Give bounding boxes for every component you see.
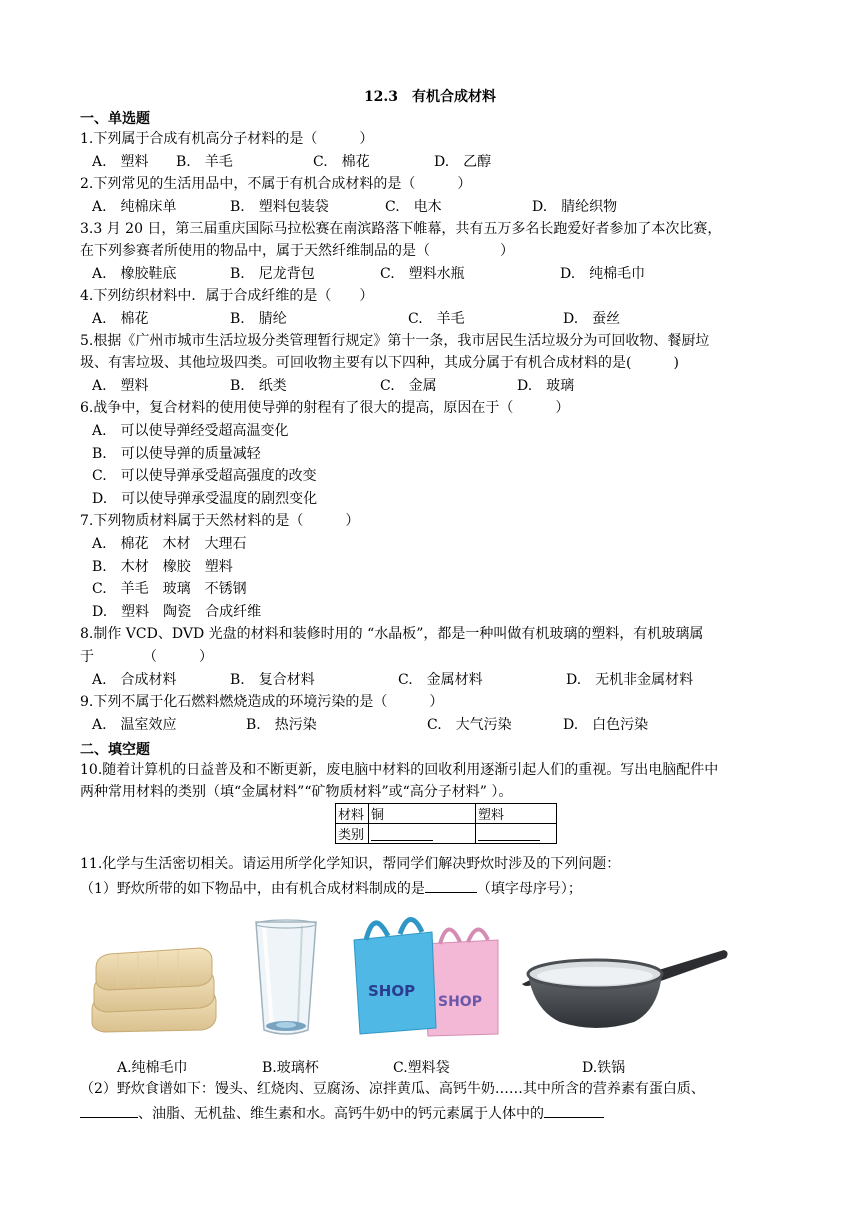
question-5-option-d[interactable]: D. 玻璃 xyxy=(517,378,575,394)
table-header-material: 材料 xyxy=(336,804,369,824)
question-4-option-b[interactable]: B. 腈纶 xyxy=(230,311,287,327)
towel-image xyxy=(88,940,220,1034)
question-4-option-c[interactable]: C. 羊毛 xyxy=(408,311,465,327)
question-1-option-b[interactable]: B. 羊毛 xyxy=(176,154,233,170)
copper-category-blank[interactable] xyxy=(369,824,476,844)
question-2-option-a[interactable]: A. 纯棉床单 xyxy=(92,199,177,215)
question-1-option-d[interactable]: D. 乙醇 xyxy=(434,154,492,170)
question-8-option-d[interactable]: D. 无机非金属材料 xyxy=(566,672,694,688)
answer-blank[interactable] xyxy=(425,878,477,893)
table-header-category: 类别 xyxy=(336,824,369,844)
caption-c-bag: C.塑料袋 xyxy=(393,1060,450,1076)
question-1-option-a[interactable]: A. 塑料 xyxy=(92,154,149,170)
caption-b-glass: B.玻璃杯 xyxy=(262,1060,319,1076)
question-9-option-a[interactable]: A. 温室效应 xyxy=(92,717,177,733)
question-6-option-c[interactable]: C. 可以使导弹承受超高强度的改变 xyxy=(92,468,317,484)
iron-wok-image xyxy=(518,940,730,1032)
section-heading-fill-in: 二、填空题 xyxy=(80,742,150,758)
question-6-option-d[interactable]: D. 可以使导弹承受温度的剧烈变化 xyxy=(92,491,318,507)
question-7-option-b[interactable]: B. 木材 橡胶 塑料 xyxy=(92,559,233,575)
question-7-option-a[interactable]: A. 棉花 木材 大理石 xyxy=(92,536,247,552)
table-cell-plastic: 塑料 xyxy=(476,804,557,824)
question-4-option-d[interactable]: D. 蚕丝 xyxy=(563,311,621,327)
part-1-text: （1）野炊所带的如下物品中，由有机合成材料制成的是 xyxy=(80,881,425,897)
caption-d-wok: D.铁锅 xyxy=(582,1060,626,1076)
glass-cup-image xyxy=(250,918,322,1040)
question-10-stem-line2: 两种常用材料的类别（填“金属材料”“矿物质材料”或“高分子材料” ）。 xyxy=(80,784,513,800)
question-9-option-c[interactable]: C. 大气污染 xyxy=(427,717,512,733)
question-9-stem: 9.下列不属于化石燃料燃烧造成的环境污染的是（ ） xyxy=(80,694,444,710)
part-1-tail: （填字母序号）； xyxy=(476,881,582,897)
question-5-stem-line1: 5.根据《广州市城市生活垃圾分类管理暂行规定》第十一条，我市居民生活垃圾分为可回收物、餐厨垃 xyxy=(80,333,710,349)
question-7-stem: 7.下列物质材料属于天然材料的是（ ） xyxy=(80,513,360,529)
table-row xyxy=(336,804,557,824)
question-11-part-2-line1: （2）野炊食谱如下：馒头、红烧肉、豆腐汤、凉拌黄瓜、高钙牛奶……其中所含的营养素有蛋白质、 xyxy=(80,1081,705,1097)
part-2-text: 、油脂、无机盐、维生素和水。高钙牛奶中的钙元素属于人体中的 xyxy=(138,1106,544,1122)
plastic-bag-image xyxy=(352,910,502,1038)
caption-a-towel: A.纯棉毛巾 xyxy=(117,1060,188,1076)
question-1-stem: 1.下列属于合成有机高分子材料的是（ ） xyxy=(80,131,374,147)
question-9-option-b[interactable]: B. 热污染 xyxy=(246,717,317,733)
question-6-stem: 6.战争中，复合材料的使用使导弹的射程有了很大的提高，原因在于（ ） xyxy=(80,400,570,416)
question-6-option-a[interactable]: A. 可以使导弹经受超高温变化 xyxy=(92,423,289,439)
question-7-option-c[interactable]: C. 羊毛 玻璃 不锈钢 xyxy=(92,581,247,597)
question-8-option-b[interactable]: B. 复合材料 xyxy=(230,672,315,688)
question-3-option-d[interactable]: D. 纯棉毛巾 xyxy=(560,266,646,282)
question-6-option-b[interactable]: B. 可以使导弹的质量减轻 xyxy=(92,446,261,462)
plastic-category-blank[interactable] xyxy=(476,824,557,844)
question-5-stem-line2: 圾、有害垃圾、其他垃圾四类。可回收物主要有以下四种，其成分属于有机合成材料的是( ) xyxy=(80,355,679,371)
answer-blank[interactable] xyxy=(544,1103,604,1118)
question-2-option-c[interactable]: C. 电木 xyxy=(385,199,442,215)
answer-blank[interactable] xyxy=(478,828,540,841)
answer-blank[interactable] xyxy=(80,1103,138,1118)
blue-bag-print: SHOP xyxy=(368,982,416,1000)
materials-table xyxy=(335,803,557,844)
question-3-stem-line1: 3.3 月 20 日，第三届重庆国际马拉松赛在南滨路落下帷幕，共有五万多名长跑爱好者参加了本次比赛， xyxy=(80,221,722,237)
question-2-option-b[interactable]: B. 塑料包装袋 xyxy=(230,199,329,215)
question-3-stem-line2: 在下列参赛者所使用的物品中，属于天然纤维制品的是（ ） xyxy=(80,243,514,259)
question-8-stem-line2: 于 （ ） xyxy=(80,649,213,665)
table-row xyxy=(336,824,557,844)
question-9-option-d[interactable]: D. 白色污染 xyxy=(563,717,649,733)
question-5-option-b[interactable]: B. 纸类 xyxy=(230,378,287,394)
pink-bag-print: SHOP xyxy=(438,994,482,1010)
question-11-stem: 11.化学与生活密切相关。请运用所学化学知识，帮同学们解决野炊时涉及的下列问题： xyxy=(80,856,621,872)
question-10-stem-line1: 10.随着计算机的日益普及和不断更新，废电脑中材料的回收利用逐渐引起人们的重视。写出电脑配件中 xyxy=(80,762,719,778)
question-8-option-a[interactable]: A. 合成材料 xyxy=(92,672,177,688)
section-heading-single-choice: 一、单选题 xyxy=(80,111,150,127)
question-8-stem-line1: 8.制作 VCD、DVD 光盘的材料和装修时用的 “水晶板”，都是一种叫做有机玻璃的塑料，有机玻璃属 xyxy=(80,626,704,642)
question-5-option-c[interactable]: C. 金属 xyxy=(380,378,437,394)
question-7-option-d[interactable]: D. 塑料 陶瓷 合成纤维 xyxy=(92,604,262,620)
question-3-option-b[interactable]: B. 尼龙背包 xyxy=(230,266,315,282)
question-2-option-d[interactable]: D. 腈纶织物 xyxy=(532,199,618,215)
question-8-option-c[interactable]: C. 金属材料 xyxy=(398,672,483,688)
question-3-option-a[interactable]: A. 橡胶鞋底 xyxy=(92,266,177,282)
question-11-part-2-line2 xyxy=(80,1103,604,1123)
question-2-stem: 2.下列常见的生活用品中，不属于有机合成材料的是（ ） xyxy=(80,176,472,192)
page-title: 12.3 有机合成材料 xyxy=(363,89,497,105)
question-5-option-a[interactable]: A. 塑料 xyxy=(92,378,149,394)
table-cell-copper: 铜 xyxy=(369,804,476,824)
question-1-option-c[interactable]: C. 棉花 xyxy=(313,154,370,170)
answer-blank[interactable] xyxy=(371,828,433,841)
question-3-option-c[interactable]: C. 塑料水瓶 xyxy=(380,266,465,282)
question-11-part-1 xyxy=(80,878,582,898)
question-4-stem: 4.下列纺织材料中．属于合成纤维的是（ ） xyxy=(80,288,374,304)
question-4-option-a[interactable]: A. 棉花 xyxy=(92,311,149,327)
